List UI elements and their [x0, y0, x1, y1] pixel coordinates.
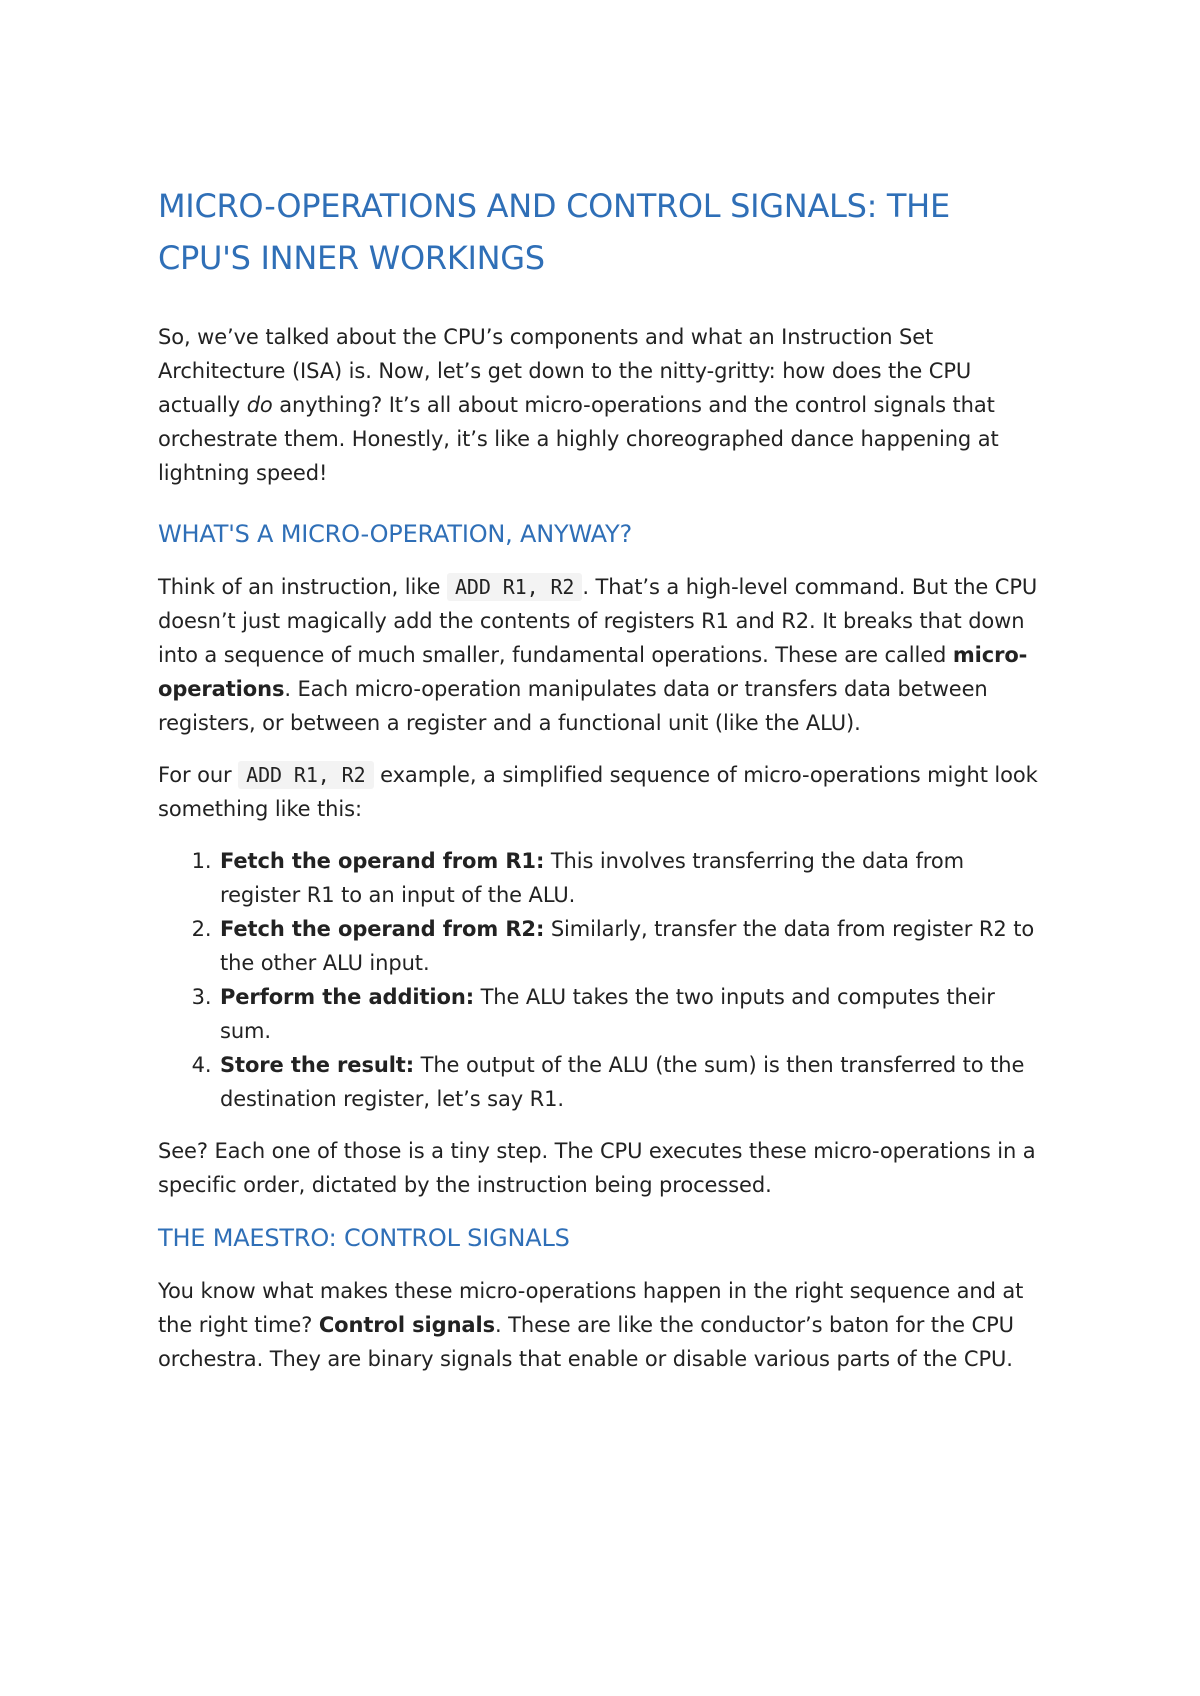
- control-text-b: . These are like the conductor’s baton for the CPU orchestra. They are binary signals that enable or disable various parts of the CPU.: [158, 1313, 1014, 1371]
- step-title: Fetch the operand from R1:: [220, 849, 545, 873]
- list-item: [218, 844, 1038, 912]
- inline-code-add-example: ADD R1, R2: [238, 761, 373, 789]
- control-bold-term: Control signals: [318, 1313, 495, 1337]
- page-title: MICRO-OPERATIONS AND CONTROL SIGNALS: THE CPU'S INNER WORKINGS: [158, 187, 950, 277]
- micro-op-text-b: . That’s a high-level command. But the CPU doesn’t just magically add the contents of registers R1 and R2. It breaks that down into a sequence of much smaller, fundamental operations. These are called: [158, 575, 1038, 667]
- micro-op-bold-term: micro-operations: [158, 643, 1028, 701]
- intro-text-a: So, we’ve talked about the CPU’s components and what an Instruction Set Architecture (ISA) is. Now, let’s get down to the nitty-gritty: how does the CPU actually: [158, 325, 972, 417]
- intro-text-b: anything? It’s all about micro-operations and the control signals that orchestrate them. Honestly, it’s like a highly choreographed dance happening at lightning speed!: [158, 393, 999, 485]
- micro-op-paragraph-2: [158, 758, 1038, 826]
- example-text-a: For our: [158, 763, 239, 787]
- control-text-a: You know what makes these micro-operations happen in the right sequence and at the right time?: [158, 1279, 1024, 1337]
- list-item: [218, 1048, 1038, 1116]
- section-heading-micro-operation: WHAT'S A MICRO-OPERATION, ANYWAY?: [158, 520, 633, 548]
- step-title: Fetch the operand from R2:: [220, 917, 545, 941]
- micro-op-summary-paragraph: See? Each one of those is a tiny step. The CPU executes these micro-operations in a specific order, dictated by the instruction being processed.: [158, 1139, 1036, 1197]
- step-text: Similarly, transfer the data from register R2 to the other ALU input.: [220, 917, 1035, 975]
- section-heading-control-signals: THE MAESTRO: CONTROL SIGNALS: [158, 1224, 570, 1252]
- control-signals-paragraph: [158, 1274, 1038, 1376]
- step-text: The ALU takes the two inputs and computes their sum.: [220, 985, 995, 1043]
- micro-op-paragraph-1: [158, 570, 1038, 740]
- document-page: [158, 180, 1038, 1394]
- micro-op-text-a: Think of an instruction, like: [158, 575, 447, 599]
- step-text: The output of the ALU (the sum) is then transferred to the destination register, let’s say R1.: [220, 1053, 1025, 1111]
- list-item: [218, 912, 1038, 980]
- step-text: This involves transferring the data from register R1 to an input of the ALU.: [220, 849, 964, 907]
- example-text-b: example, a simplified sequence of micro-operations might look something like this:: [158, 763, 1038, 821]
- list-item: [218, 980, 1038, 1048]
- intro-emphasis: do: [246, 393, 273, 417]
- micro-op-steps-list: [158, 844, 1038, 1116]
- step-title: Store the result:: [220, 1053, 415, 1077]
- intro-paragraph: [158, 320, 1038, 490]
- micro-op-text-c: . Each micro-operation manipulates data or transfers data between registers, or between a register and a functional unit (like the ALU).: [158, 677, 988, 735]
- step-title: Perform the addition:: [220, 985, 474, 1009]
- inline-code-add: ADD R1, R2: [447, 573, 582, 601]
